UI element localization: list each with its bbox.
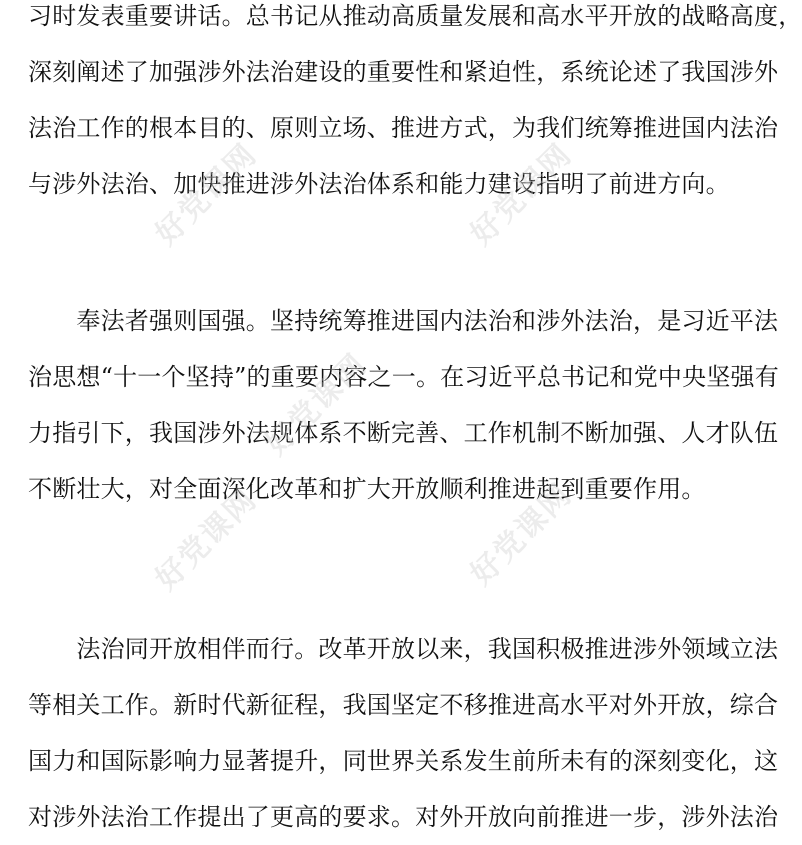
paragraph-line: 深刻阐述了加强涉外法治建设的重要性和紧迫性，系统论述了我国涉外 <box>28 58 779 86</box>
paragraph-line: 奉法者强则国强。坚持统筹推进国内法治和涉外法治，是习近平法 <box>28 307 779 335</box>
paragraph-1 <box>28 0 802 212</box>
paragraph-line: 习时发表重要讲话。总书记从推动高质量发展和高水平开放的战略高度， <box>28 2 802 30</box>
paragraph-line: 力指引下，我国涉外法规体系不断完善、工作机制不断加强、人才队伍 <box>28 419 779 447</box>
watermark: 好党课网 <box>148 136 265 253</box>
paragraph-line: 不断壮大，对全面深化改革和扩大开放顺利推进起到重要作用。 <box>28 475 706 503</box>
paragraph-line: 对涉外法治工作提出了更高的要求。对外开放向前推进一步，涉外法治 <box>28 803 779 831</box>
watermark: 好党课网 <box>258 346 375 463</box>
paragraph-3 <box>28 621 780 845</box>
paragraph-line: 法治工作的根本目的、原则立场、推进方式，为我们统筹推进国内法治 <box>28 114 779 142</box>
watermark: 好党课网 <box>463 476 580 593</box>
paragraph-line: 与涉外法治、加快推进涉外法治体系和能力建设指明了前进方向。 <box>28 170 730 198</box>
paragraph-line: 国力和国际影响力显著提升，同世界关系发生前所未有的深刻变化，这 <box>28 747 779 775</box>
paragraph-line: 治思想“十一个坚持”的重要内容之一。在习近平总书记和党中央坚强有 <box>28 363 779 391</box>
paragraph-line: 等相关工作。新时代新征程，我国坚定不移推进高水平对外开放，综合 <box>28 691 779 719</box>
watermark: 好党课网 <box>463 136 580 253</box>
watermark: 好党课网 <box>148 481 265 598</box>
paragraph-line: 法治同开放相伴而行。改革开放以来，我国积极推进涉外领域立法 <box>28 635 779 663</box>
paragraph-2 <box>28 293 780 517</box>
